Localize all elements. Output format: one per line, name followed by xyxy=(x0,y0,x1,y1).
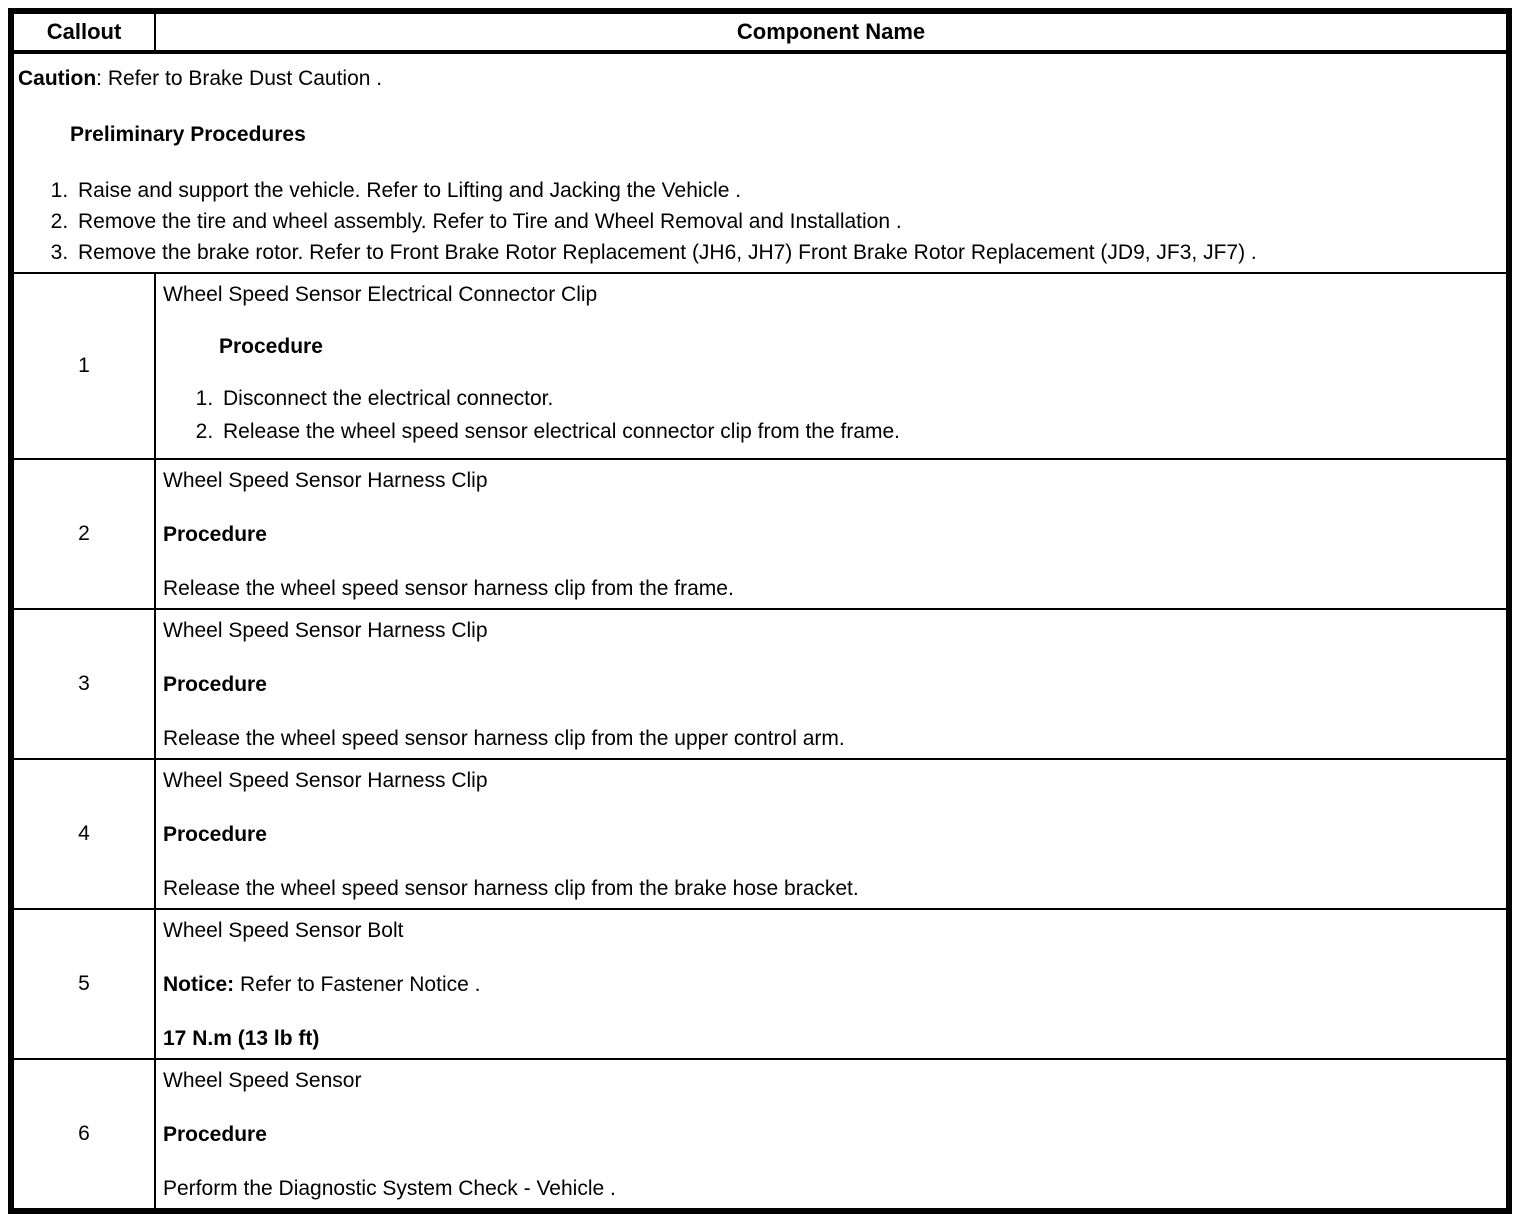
table-row xyxy=(14,458,1506,608)
intro-cell xyxy=(14,54,1506,272)
caution-text xyxy=(18,66,1492,92)
header-component-column: Component Name xyxy=(736,19,926,44)
table-row xyxy=(14,608,1506,758)
component-title: Wheel Speed Sensor xyxy=(163,1069,362,1092)
component-cell xyxy=(156,760,1506,908)
preliminary-step: 2. Remove the tire and wheel assembly. Refer to Tire and Wheel Removal and Installation . xyxy=(74,209,1492,235)
procedure-label: Procedure xyxy=(163,823,267,846)
table-header-row xyxy=(14,14,1506,54)
caution-body: : Refer to Brake Dust Caution . xyxy=(96,67,383,90)
table-row xyxy=(14,758,1506,908)
component-title: Wheel Speed Sensor Bolt xyxy=(163,919,404,942)
procedure-label: Procedure xyxy=(163,673,267,696)
callout-number: 1 xyxy=(14,274,156,458)
table-row xyxy=(14,272,1506,458)
intro-row xyxy=(14,54,1506,272)
procedure-step: 2. Release the wheel speed sensor electrical connector clip from the frame. xyxy=(219,419,1496,445)
procedure-description: Release the wheel speed sensor harness clip from the brake hose bracket. xyxy=(163,877,859,900)
notice-text xyxy=(163,972,1496,998)
procedure-step: 1. Disconnect the electrical connector. xyxy=(219,386,1496,412)
callout-number: 2 xyxy=(14,460,156,608)
header-callout-column: Callout xyxy=(14,14,156,50)
procedure-label: Procedure xyxy=(219,335,323,358)
preliminary-procedures-title: Preliminary Procedures xyxy=(70,123,306,146)
notice-body: Refer to Fastener Notice . xyxy=(234,973,481,996)
component-cell xyxy=(156,910,1506,1058)
preliminary-step: 3. Remove the brake rotor. Refer to Front Brake Rotor Replacement (JH6, JH7) Front Brake Rotor Replacement (JD9, JF3, JF7) . xyxy=(74,240,1492,266)
procedure-label: Procedure xyxy=(163,1123,267,1146)
component-table xyxy=(8,8,1512,1214)
component-cell xyxy=(156,460,1506,608)
notice-label: Notice: xyxy=(163,973,235,996)
component-title: Wheel Speed Sensor Electrical Connector Clip xyxy=(163,283,598,306)
component-title: Wheel Speed Sensor Harness Clip xyxy=(163,469,488,492)
procedure-description: Perform the Diagnostic System Check - Vehicle . xyxy=(163,1177,616,1200)
procedure-steps-list xyxy=(163,386,1496,445)
procedure-description: Release the wheel speed sensor harness clip from the upper control arm. xyxy=(163,727,845,750)
callout-number: 5 xyxy=(14,910,156,1058)
caution-label: Caution xyxy=(18,67,97,90)
table-row xyxy=(14,908,1506,1058)
callout-number: 4 xyxy=(14,760,156,908)
callout-number: 3 xyxy=(14,610,156,758)
procedure-label: Procedure xyxy=(163,523,267,546)
table-row xyxy=(14,1058,1506,1208)
torque-spec: 17 N.m (13 lb ft) xyxy=(163,1027,320,1050)
preliminary-steps-list xyxy=(18,178,1492,266)
procedure-description: Release the wheel speed sensor harness clip from the frame. xyxy=(163,577,734,600)
component-title: Wheel Speed Sensor Harness Clip xyxy=(163,769,488,792)
preliminary-step: 1. Raise and support the vehicle. Refer to Lifting and Jacking the Vehicle . xyxy=(74,178,1492,204)
component-cell xyxy=(156,610,1506,758)
component-cell xyxy=(156,1060,1506,1208)
component-title: Wheel Speed Sensor Harness Clip xyxy=(163,619,488,642)
component-cell xyxy=(156,274,1506,458)
callout-number: 6 xyxy=(14,1060,156,1208)
